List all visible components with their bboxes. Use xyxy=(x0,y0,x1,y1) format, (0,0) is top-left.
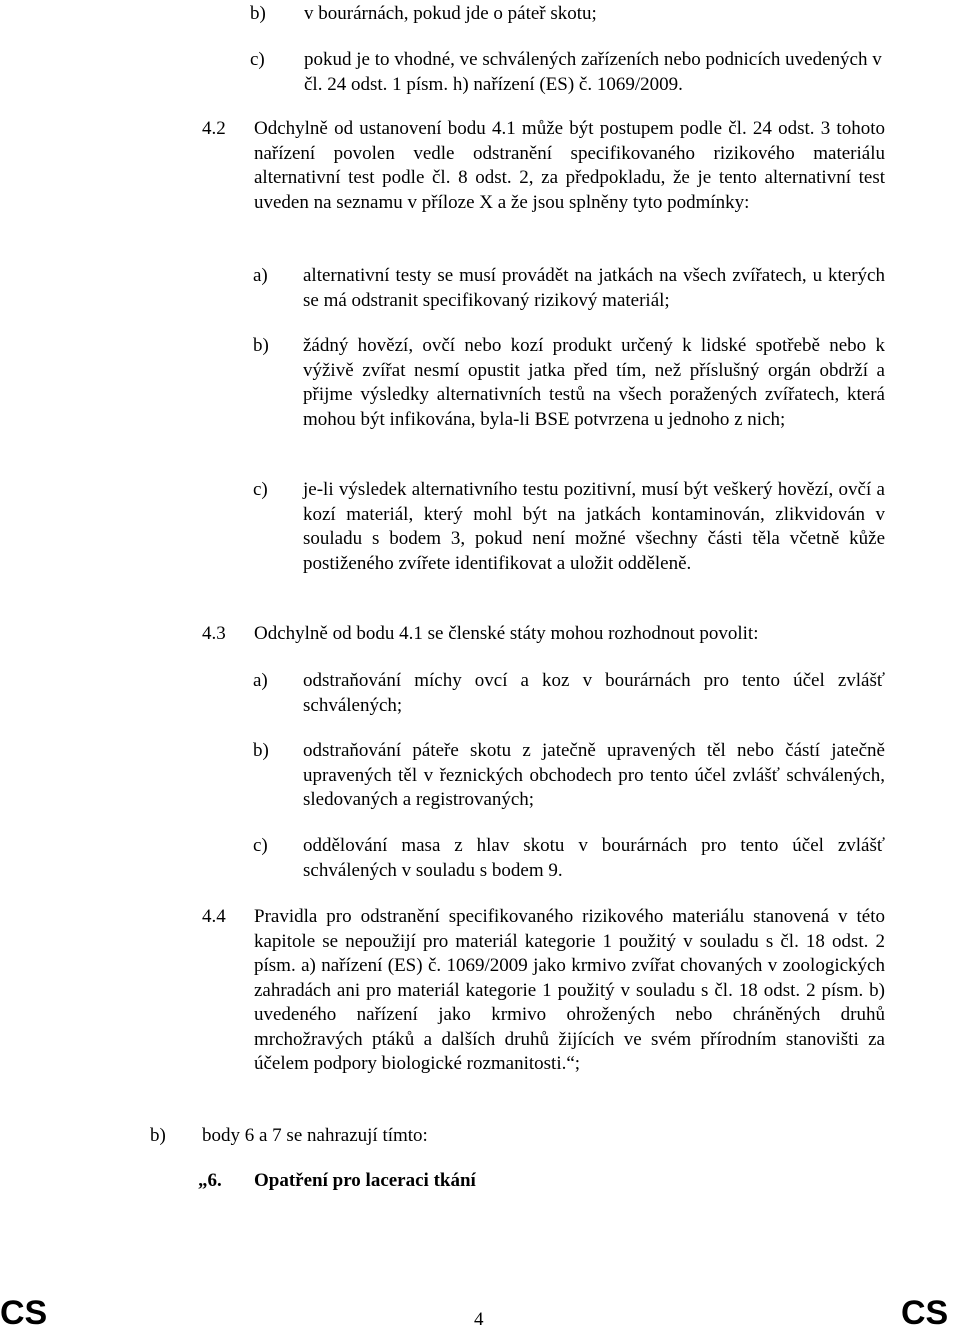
heading-title: Opatření pro laceraci tkání xyxy=(254,1170,476,1191)
point-text: body 6 a 7 se nahrazují tímto: xyxy=(202,1125,428,1146)
item-text: oddělování masa z hlav skotu v bourárnách pro tento účel zvlášť schválených v souladu s bodem 9. xyxy=(303,835,885,881)
section-number: 4.2 xyxy=(202,118,226,139)
item-label: c) xyxy=(253,479,268,500)
item-label: c) xyxy=(253,835,268,856)
item-label: a) xyxy=(253,265,268,286)
footer-language-right: CS xyxy=(901,1294,949,1332)
section-text: Odchylně od ustanovení bodu 4.1 může být postupem podle čl. 24 odst. 3 tohoto nařízení povolen vedle odstranění specifikovaného rizikového materiálu alternativní test podle čl. 8 odst. 2, za předpokladu, že je tento alternativní test uveden na seznamu v příloze X a že jsou splněny tyto podmínky: xyxy=(254,118,885,213)
footer-language-left: CS xyxy=(0,1294,48,1332)
point-label: b) xyxy=(150,1125,166,1146)
section-number: 4.4 xyxy=(202,906,226,927)
section-number: 4.3 xyxy=(202,623,226,644)
item-text: pokud je to vhodné, ve schválených zařízeních nebo podnicích uvedených v čl. 24 odst. 1 písm. h) nařízení (ES) č. 1069/2009. xyxy=(304,49,882,95)
item-label: b) xyxy=(253,740,269,761)
item-text: je-li výsledek alternativního testu pozitivní, musí být veškerý hovězí, ovčí a kozí materiál, který mohl být na jatkách kontaminován, zlikvidován v souladu s bodem 3, pokud není možné všechny části těla včetně kůže postiženého zvířete identifikovat a uložit odděleně. xyxy=(303,479,885,574)
item-label: b) xyxy=(253,335,269,356)
item-label: a) xyxy=(253,670,268,691)
item-text: žádný hovězí, ovčí nebo kozí produkt určený k lidské spotřebě nebo k výživě zvířat nesmí opustit jatka před tím, než příslušný orgán obdrží a přijme výsledky alternativních testů na všech poražených zvířatech, která mohou být infikována, byla-li BSE potvrzena u jednoho z nich; xyxy=(303,335,885,430)
item-text: v bourárnách, pokud jde o páteř skotu; xyxy=(304,3,597,24)
item-text: odstraňování míchy ovcí a koz v bourárnách pro tento účel zvlášť schválených; xyxy=(303,670,885,716)
section-text: Odchylně od bodu 4.1 se členské státy mohou rozhodnout povolit: xyxy=(254,623,759,644)
item-label: c) xyxy=(250,49,265,70)
page-number: 4 xyxy=(474,1309,484,1330)
item-text: alternativní testy se musí provádět na jatkách na všech zvířatech, u kterých se má odstranit specifikovaný rizikový materiál; xyxy=(303,265,885,311)
item-text: odstraňování páteře skotu z jatečně upravených těl nebo částí jatečně upravených těl v řeznických obchodech pro tento účel zvlášť schválených, sledovaných a registrovaných; xyxy=(303,740,885,810)
heading-number: „6. xyxy=(198,1170,222,1191)
item-label: b) xyxy=(250,3,266,24)
section-text: Pravidla pro odstranění specifikovaného rizikového materiálu stanovená v této kapitole se nepoužijí pro materiál kategorie 1 použitý v souladu s čl. 18 odst. 2 písm. a) nařízení (ES) č. 1069/2009 jako krmivo zvířat chovaných v zoologických zahradách ani pro materiál kategorie 1 použitý v souladu s čl. 18 odst. 2 písm. b) uvedeného nařízení jako krmivo ohrožených nebo chráněných druhů mrchožravých ptáků a dalších druhů žijících ve svém přírodním stanovišti za účelem podpory biologické rozmanitosti.“; xyxy=(254,906,885,1074)
